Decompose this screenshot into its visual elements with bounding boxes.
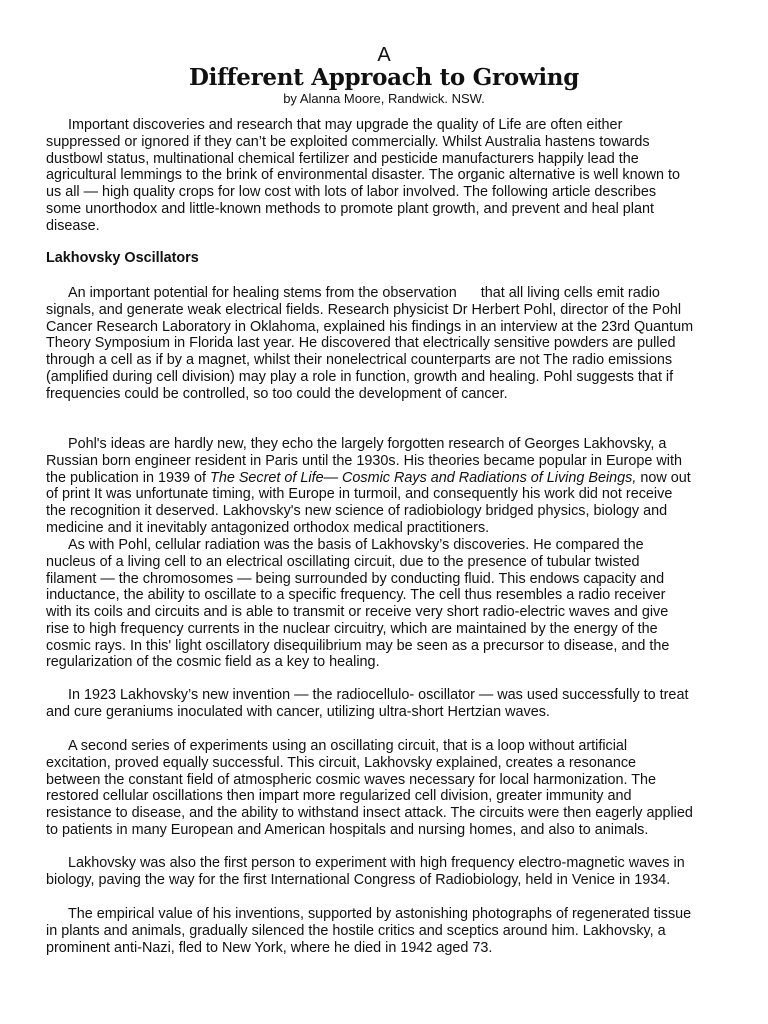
- paragraph-5: [46, 687, 688, 721]
- text-line: some unorthodox and little-known methods to promote plant growth, and prevent and heal plant: [46, 200, 654, 217]
- text-line: frequencies could be controlled, so too could the development of cancer.: [46, 385, 508, 402]
- text-line: the recognition it deserved. Lakhovsky's new science of radiobiology bridged physics, biology and: [46, 503, 668, 519]
- text-line: disease.: [46, 217, 100, 234]
- text-line: restored cellular oscillations then impart more regularized cell division, greater immunity and: [46, 788, 632, 805]
- text-line: Theory Symposium in Florida last year. He discovered that electrically sensitive powders are pulled: [46, 335, 676, 352]
- paragraph-1: [46, 117, 680, 234]
- paragraph-6: [46, 738, 693, 839]
- text-line: In 1923 Lakhovsky’s new invention — the radiocellulo- oscillator — was used successfully to treat: [68, 687, 689, 703]
- text-segment: now out: [636, 469, 691, 486]
- text-line: The empirical value of his inventions, supported by astonishing photographs of regenerated tissue: [68, 906, 692, 922]
- text-line: An important potential for healing stems from the observation that all living cells emit radio: [68, 285, 660, 301]
- text-line: Cancer Research Laboratory in Oklahoma, explained his findings in an interview at the 23rd Quantum: [46, 318, 694, 335]
- title-line-1: A: [377, 44, 391, 66]
- paragraph-4: [46, 537, 669, 671]
- text-line: regularization of the cosmic field as a key to healing.: [46, 654, 380, 671]
- text-line: us all — high quality crops for low cost with lots of labor involved. The following article describes: [46, 184, 657, 200]
- text-line: to patients in many European and American hospitals and nursing homes, and also to animals.: [46, 821, 649, 838]
- text-line: Russian born engineer resident in Paris until the 1930s. His theories became popular in Europe with: [46, 452, 682, 469]
- text-line: with its coils and circuits and is able to transmit or receive very short radio-electric waves and give: [46, 604, 669, 620]
- book-title: The Secret of Life— Cosmic Rays and Radiations of Living Beings,: [210, 469, 637, 486]
- text-line: dustbowl status, multinational chemical fertilizer and pesticide manufacturers happily lead the: [46, 150, 639, 167]
- text-line: medicine and it inevitably antagonized orthodox medical practitioners.: [46, 519, 490, 536]
- text-line: between the constant field of atmospheric cosmic waves necessary for local harmonization. The: [46, 771, 657, 788]
- text-line: nucleus of a living cell to an electrical oscillating circuit, due to the presence of tubular twisted: [46, 553, 640, 570]
- paragraph-8: [46, 906, 691, 956]
- paragraph-2: [46, 285, 693, 402]
- text-line: excitation, proved equally successful. This circuit, Lakhovsky explained, creates a resonance: [46, 754, 637, 771]
- text-line: biology, paving the way for the first International Congress of Radiobiology, held in Venice in 1934.: [46, 871, 671, 888]
- paragraph-7: [46, 855, 685, 889]
- text-line: filament — the chromosomes — being surrounded by conducting fluid. This endows capacity and: [46, 570, 665, 587]
- text-line: (amplified during cell division) may play a role in function, growth and healing. Pohl suggests that if: [46, 368, 674, 385]
- text-line: rise to high frequency currents in the nuclear circuitry, which are maintained by the energy of the: [46, 620, 658, 637]
- text-line: resistance to disease, and the ability to withstand insect attack. The circuits were then eagerly applied: [46, 805, 693, 821]
- text-line: inductance, the ability to oscillate to a specific frequency. The cell thus resembles a radio receiver: [46, 587, 666, 604]
- text-line: As with Pohl, cellular radiation was the basis of Lakhovsky’s discoveries. He compared the: [68, 537, 644, 553]
- text-line: cosmic rays. In this' light oscillatory disequilibrium may be seen as a precursor to disease, and the: [46, 637, 670, 654]
- text-line: A second series of experiments using an oscillating circuit, that is a loop without artificial: [68, 738, 628, 754]
- text-line: through a cell as if by a magnet, whilst their nonelectrical counterparts are not The radio emissions: [46, 352, 673, 368]
- text-line: in plants and animals, gradually silenced the hostile critics and sceptics around him. Lakhovsky, a: [46, 922, 666, 939]
- page-title: Different Approach to Growing: [188, 64, 580, 91]
- text-line: Pohl's ideas are hardly new, they echo the largely forgotten research of Georges Lakhovsky, a: [68, 436, 667, 452]
- text-line: signals, and generate weak electrical fields. Research physicist Dr Herbert Pohl, director of the Pohl: [46, 301, 682, 318]
- text-line: [46, 470, 691, 487]
- text-line: suppressed or ignored if they can’t be exploited commercially. Whilst Australia hastens towards: [46, 133, 650, 150]
- byline: by Alanna Moore, Randwick. NSW.: [283, 91, 485, 106]
- section-heading: Lakhovsky Oscillators: [46, 250, 199, 266]
- text-line: agricultural lemmings to the brink of environmental disaster. The organic alternative is well known to: [46, 167, 681, 184]
- text-line: Lakhovsky was also the first person to experiment with high frequency electro-magnetic waves in: [68, 855, 685, 871]
- text-line: prominent anti-Nazi, fled to New York, where he died in 1942 aged 73.: [46, 939, 493, 956]
- paragraph-3: [46, 436, 691, 537]
- text-line: of print It was unfortunate timing, with Europe in turmoil, and consequently his work did not receive: [46, 486, 673, 503]
- text-line: Important discoveries and research that may upgrade the quality of Life are often either: [68, 117, 623, 133]
- text-line: and cure geraniums inoculated with cancer, utilizing ultra-short Hertzian waves.: [46, 703, 550, 720]
- text-segment: the publication in 1939 of: [46, 469, 211, 486]
